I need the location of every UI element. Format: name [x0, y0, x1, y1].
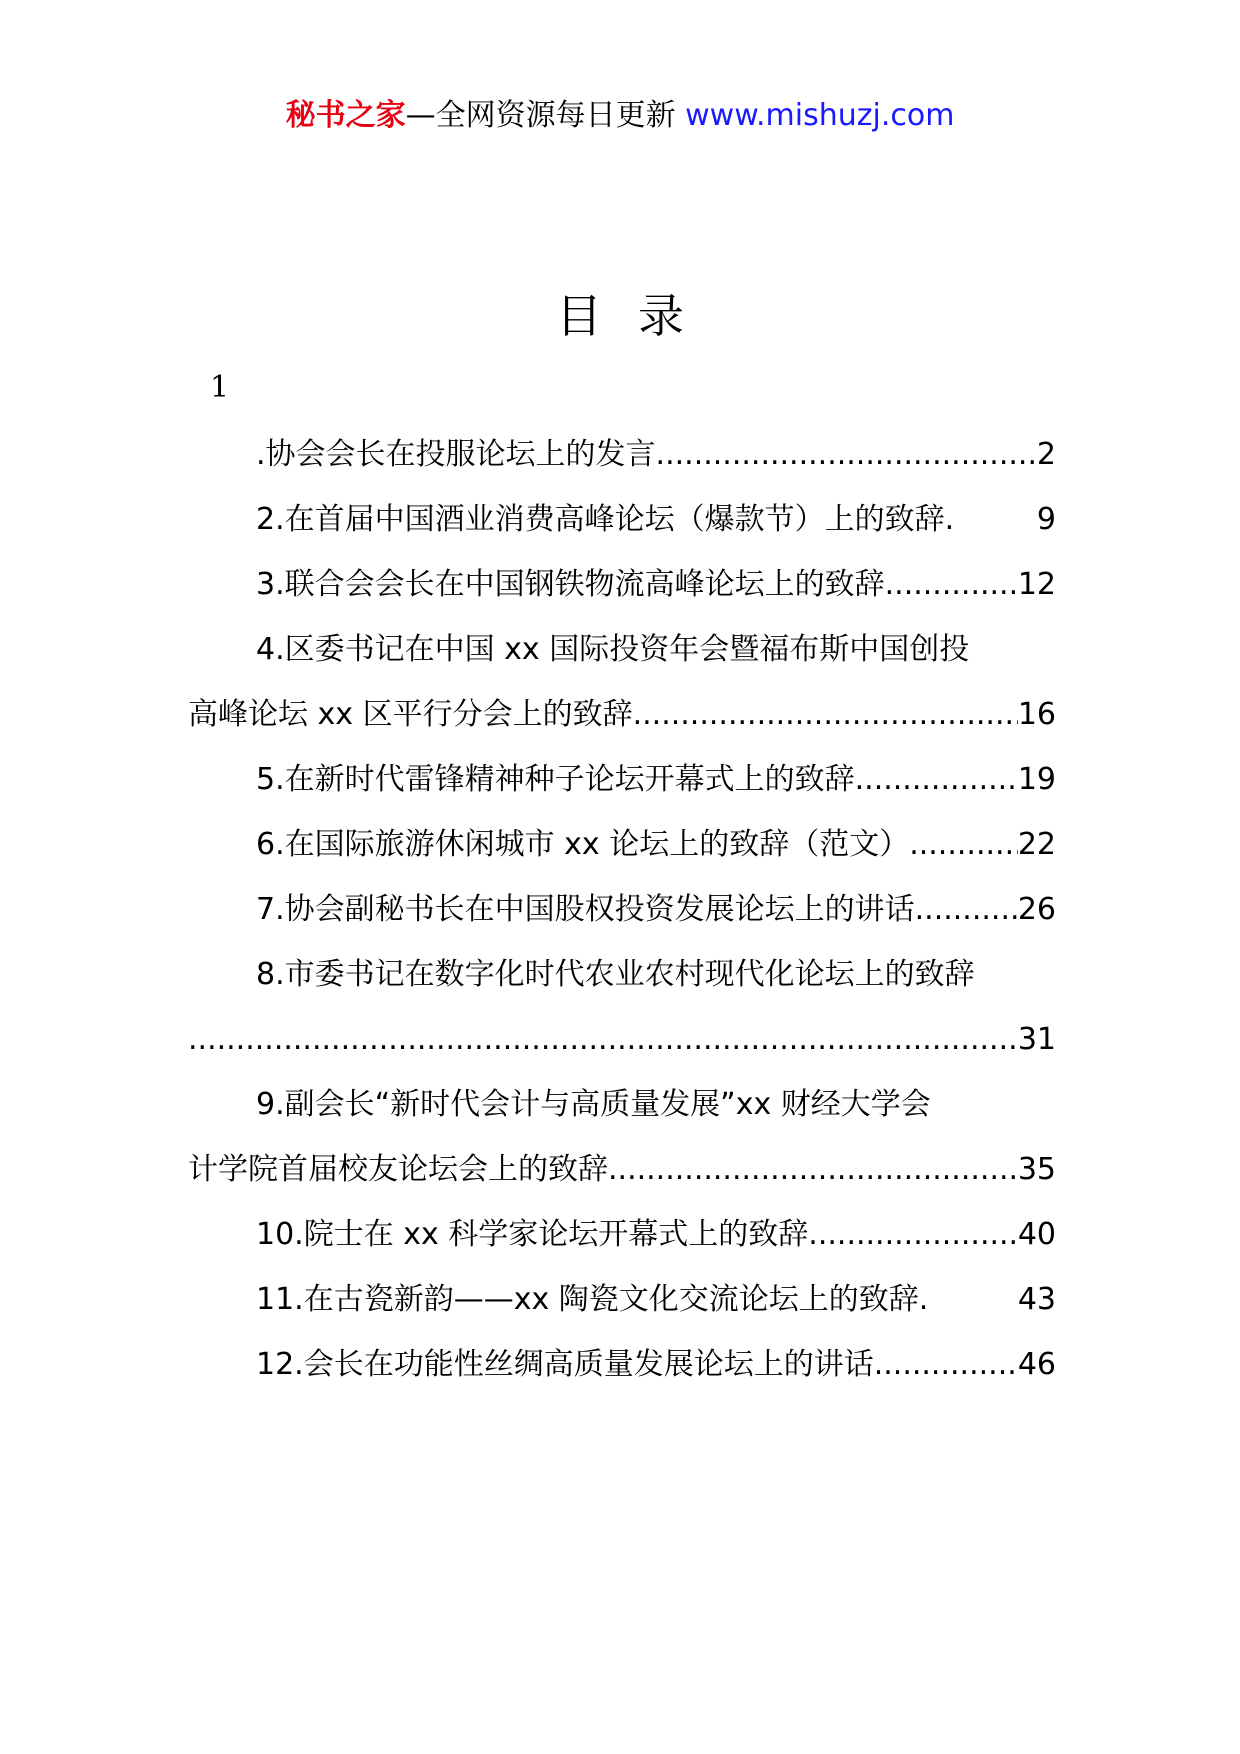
toc-entry-page: 19	[1017, 762, 1056, 797]
toc-entry-page: 31	[1017, 1022, 1056, 1057]
header-slogan: —全网资源每日更新	[405, 98, 686, 133]
toc-entry-text: 4.区委书记在中国 xx 国际投资年会暨福布斯中国创投	[256, 632, 970, 667]
toc-entry-page: 43	[1017, 1282, 1056, 1317]
toc-entry-text: 高峰论坛 xx 区平行分会上的致辞	[188, 697, 633, 732]
site-url-link[interactable]: www.mishuzj.com	[685, 98, 955, 133]
toc-section-number: 1	[210, 370, 230, 405]
toc-entry-page: 35	[1017, 1152, 1056, 1187]
toc-leader-dots	[808, 1202, 1018, 1267]
toc-entry-text: 10.院士在 xx 科学家论坛开幕式上的致辞	[256, 1217, 809, 1252]
toc-entry-12[interactable]	[188, 1332, 1056, 1397]
toc-entry-text: 12.会长在功能性丝绸高质量发展论坛上的讲话	[256, 1347, 874, 1382]
toc-entry-text: 8.市委书记在数字化时代农业农村现代化论坛上的致辞	[256, 957, 975, 992]
toc-entry-text: 7.协会副秘书长在中国股权投资发展论坛上的讲话	[256, 892, 915, 927]
toc-leader-dots	[608, 1137, 1018, 1202]
toc-leader-dots	[909, 812, 1018, 877]
toc-entry-page: 40	[1017, 1217, 1056, 1252]
toc-entry-6[interactable]	[188, 812, 1056, 877]
brand-name: 秘书之家	[285, 98, 406, 133]
toc-entry-text: .协会会长在投服论坛上的发言	[256, 437, 656, 472]
toc-entry-page: 26	[1017, 892, 1056, 927]
toc-entry-3[interactable]	[188, 552, 1056, 617]
toc-entry-4-continuation[interactable]	[188, 682, 1056, 747]
site-header	[0, 96, 1240, 136]
toc-entry-page: 12	[1017, 567, 1056, 602]
toc-entry-1[interactable]	[188, 422, 1056, 487]
toc-entry-10[interactable]	[188, 1202, 1056, 1267]
toc-entry-5[interactable]	[188, 747, 1056, 812]
toc-entry-9[interactable]	[188, 1072, 1056, 1137]
toc-entry-11[interactable]	[188, 1267, 1056, 1332]
toc-leader-dots	[855, 747, 1018, 812]
toc-leader-dots	[188, 1007, 1018, 1072]
toc-title: 目录	[556, 289, 720, 343]
toc-entry-text: 9.副会长“新时代会计与高质量发展”xx 财经大学会	[256, 1087, 931, 1122]
toc-leader-dots	[874, 1332, 1018, 1397]
toc-entry-page: 22	[1017, 827, 1056, 862]
toc-entry-page: 16	[1017, 697, 1056, 732]
toc-entry-text: 11.在古瓷新韵——xx 陶瓷文化交流论坛上的致辞.	[256, 1282, 929, 1317]
toc-list	[188, 422, 1056, 1397]
toc-entry-8-continuation[interactable]	[188, 1007, 1056, 1072]
toc-entry-2[interactable]	[188, 487, 1056, 552]
toc-entry-7[interactable]	[188, 877, 1056, 942]
toc-entry-8[interactable]	[188, 942, 1056, 1007]
toc-entry-text: 3.联合会会长在中国钢铁物流高峰论坛上的致辞	[256, 567, 885, 602]
toc-leader-dots	[885, 552, 1018, 617]
toc-entry-page: 46	[1017, 1347, 1056, 1382]
toc-entry-text: 计学院首届校友论坛会上的致辞	[188, 1152, 608, 1187]
toc-entry-9-continuation[interactable]	[188, 1137, 1056, 1202]
toc-entry-text: 5.在新时代雷锋精神种子论坛开幕式上的致辞	[256, 762, 855, 797]
toc-leader-dots	[633, 682, 1018, 747]
toc-entry-text: 2.在首届中国酒业消费高峰论坛（爆款节）上的致辞.	[256, 502, 955, 537]
toc-entry-page: 9	[1036, 502, 1056, 537]
toc-leader-dots	[915, 877, 1018, 942]
toc-entry-page: 2	[1036, 437, 1056, 472]
toc-entry-text: 6.在国际旅游休闲城市 xx 论坛上的致辞（范文）	[256, 827, 910, 862]
toc-leader-dots	[656, 422, 1037, 487]
toc-entry-4[interactable]	[188, 617, 1056, 682]
